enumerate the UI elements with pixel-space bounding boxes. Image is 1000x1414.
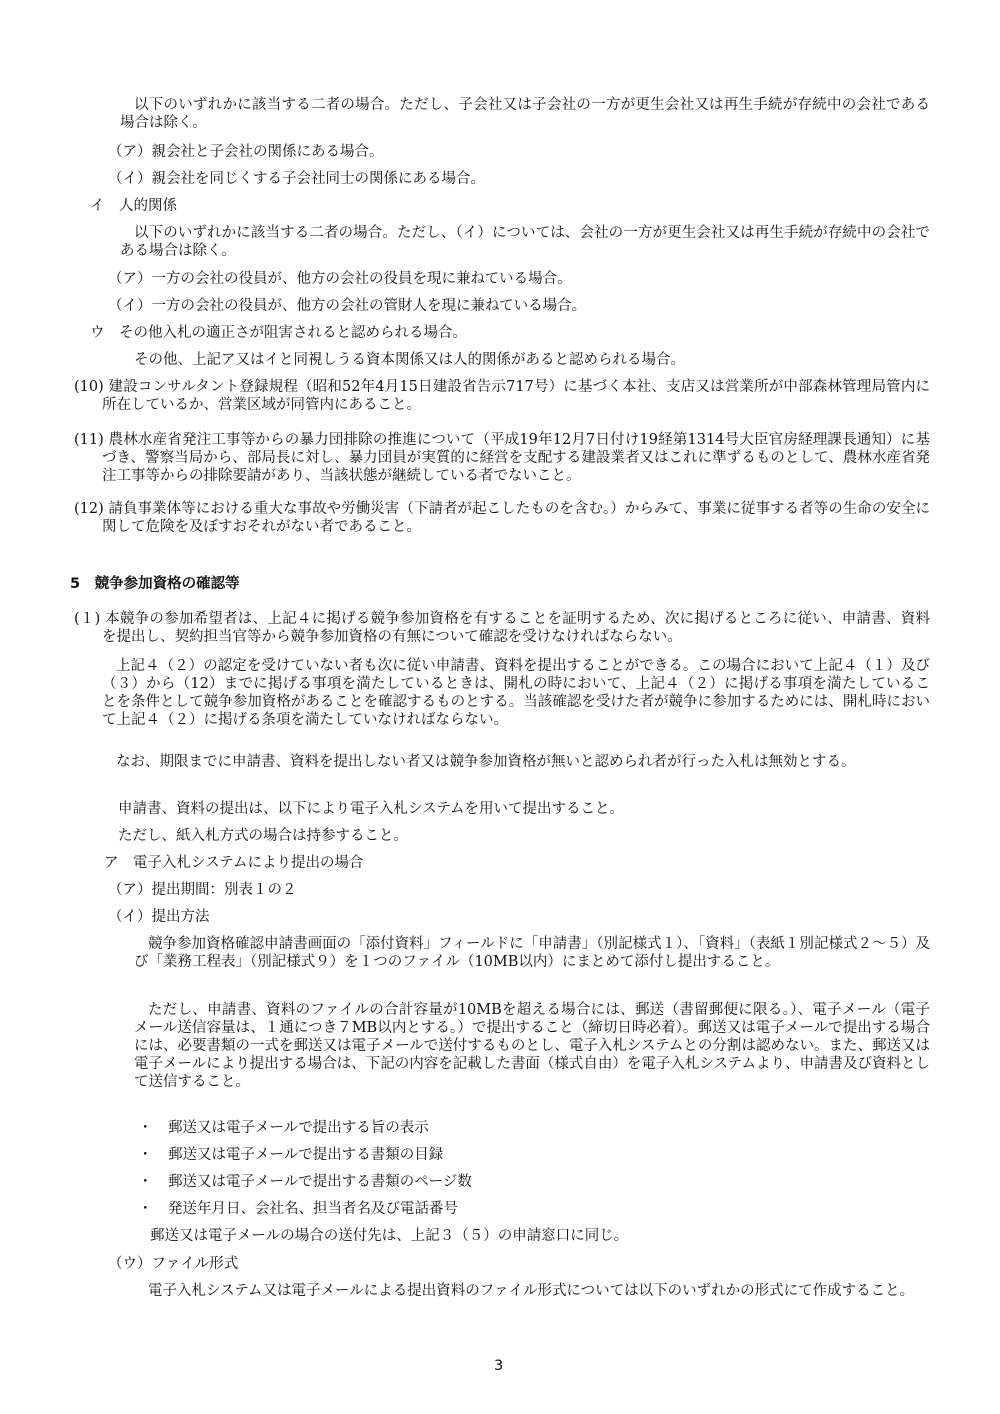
capital-relationship-item-a: （ア）親会社と子会社の関係にある場合。 — [108, 144, 384, 160]
submission-method-paragraph-1: 競争参加資格確認申請書画面の「添付資料」フィールドに「申請書」（別記様式１）、「資料」（表紙１別記様式２～５）及び「業務工程表」（別記様式９）を１つのファイル（10MB以内）にまとめて添付し提出すること。 — [134, 936, 930, 970]
section-5-paragraph-invalid: なお、期限までに申請書、資料を提出しない者又は競争参加資格が無いと認められ者が行った入札は無効とする。 — [116, 754, 856, 770]
section-5-paragraph-paper: ただし、紙入札方式の場合は持参すること。 — [118, 828, 408, 844]
personal-relationship-item-a: （ア）一方の会社の役員が、他方の会社の役員を現に兼ねている場合。 — [108, 271, 572, 287]
qualification-item-11: (11) 農林水産省発注工事等からの暴力団排除の推進について（平成19年12月7日付け19経第1314号大臣官房経理課長通知）に基づき、警察当局から、部局長に対し、暴力団員が実質的に経営を支配する建設業者又はこれに準ずるものとして、農林水産省発注工事等からの排除要請があり、当該状態が継続している者でないこと。 — [74, 432, 930, 484]
list-item-text: 郵送又は電子メールで提出する書類のページ数 — [168, 1174, 472, 1190]
personal-relationship-intro: 以下のいずれかに該当する二者の場合。ただし、（イ）については、会社の一方が更生会社又は再生手続が存続中の会社である場合は除く。 — [120, 225, 930, 259]
bullet-mark: ・ — [138, 1174, 153, 1190]
other-impediment-text: その他、上記ア又はイと同視しうる資本関係又は人的関係があると認められる場合。 — [134, 352, 685, 368]
qualification-item-10: (10) 建設コンサルタント登録規程（昭和52年4月15日建設省告示717号）に基づく本社、支店又は営業所が中部森林管理局管内に所在しているか、営業区域が同管内にあること。 — [74, 379, 930, 413]
section-5-paragraph-uncertified: 上記４（２）の認定を受けていない者も次に従い申請書、資料を提出することができる。この場合において上記４（１）及び（３）から（12）までに掲げる事項を満たしているときは、開札の時において、上記４（２）に掲げる事項を満たしていることを条件として競争参加資格があることを確認するものとする。当該確認を受けた者が競争に参加するためには、開札時において上記４（２）に掲げる条項を満たしていなければならない。 — [102, 658, 930, 728]
file-format-text: 電子入札システム又は電子メールによる提出資料のファイル形式については以下のいずれかの形式にて作成すること。 — [148, 1283, 915, 1299]
submission-method-paragraph-2: ただし、申請書、資料のファイルの合計容量が10MBを超える場合には、郵送（書留郵便に限る。）、電子メール（電子メール送信容量は、１通につき７MB以内とする。）で提出すること（締切日時必着）。郵送又は電子メールで提出する場合には、必要書類の一式を郵送又は電子メールで送付するものとし、電子入札システムとの分割は認めない。また、郵送又は電子メールにより提出する場合は、下記の内容を記載した書面（様式自由）を電子入札システムより、申請書及び資料として送信すること。 — [134, 1002, 930, 1090]
bullet-mark: ・ — [138, 1120, 153, 1136]
personal-relationship-heading: イ 人的関係 — [90, 198, 177, 214]
file-format-heading: （ウ）ファイル形式 — [108, 1256, 239, 1272]
capital-relationship-intro: 以下のいずれかに該当する二者の場合。ただし、子会社又は子会社の一方が更生会社又は再生手続が存続中の会社である場合は除く。 — [120, 97, 930, 131]
other-impediment-heading: ウ その他入札の適正さが阻害されると認められる場合。 — [90, 325, 467, 341]
bullet-mark: ・ — [138, 1147, 153, 1163]
page-number: 3 — [494, 1358, 504, 1374]
submission-method-heading: （イ）提出方法 — [108, 909, 210, 925]
personal-relationship-item-b: （イ）一方の会社の役員が、他方の会社の管財人を現に兼ねている場合。 — [108, 298, 587, 314]
capital-relationship-item-b: （イ）親会社を同じくする子会社同士の関係にある場合。 — [108, 171, 485, 187]
list-item — [138, 1200, 458, 1218]
list-item — [138, 1119, 429, 1137]
electronic-submission-heading: ア 電子入札システムにより提出の場合 — [104, 855, 364, 871]
section-5-paragraph-submission: 申請書、資料の提出は、以下により電子入札システムを用いて提出すること。 — [118, 801, 625, 817]
list-item — [138, 1146, 443, 1164]
list-item-text: 郵送又は電子メールで提出する書類の目録 — [168, 1147, 444, 1163]
bullet-mark: ・ — [138, 1201, 153, 1217]
submission-period: （ア）提出期間：別表１の２ — [108, 882, 297, 898]
section-5-heading: 5 競争参加資格の確認等 — [70, 576, 240, 592]
mailing-destination: 郵送又は電子メールの場合の送付先は、上記３（５）の申請窓口に同じ。 — [150, 1228, 629, 1244]
qualification-item-12: (12) 請負事業体等における重大な事故や労働災害（下請者が起こしたものを含む。）からみて、事業に従事する者等の生命の安全に関して危険を及ぼすおそれがない者であること。 — [74, 501, 930, 535]
section-5-item-1: (１) 本競争の参加希望者は、上記４に掲げる競争参加資格を有することを証明するため、次に掲げるところに従い、申請書、資料を提出し、契約担当官等から競争参加資格の有無について確認を受けなければならない。 — [74, 611, 930, 645]
list-item-text: 発送年月日、会社名、担当者名及び電話番号 — [168, 1201, 458, 1217]
list-item — [138, 1173, 472, 1191]
list-item-text: 郵送又は電子メールで提出する旨の表示 — [168, 1120, 429, 1136]
